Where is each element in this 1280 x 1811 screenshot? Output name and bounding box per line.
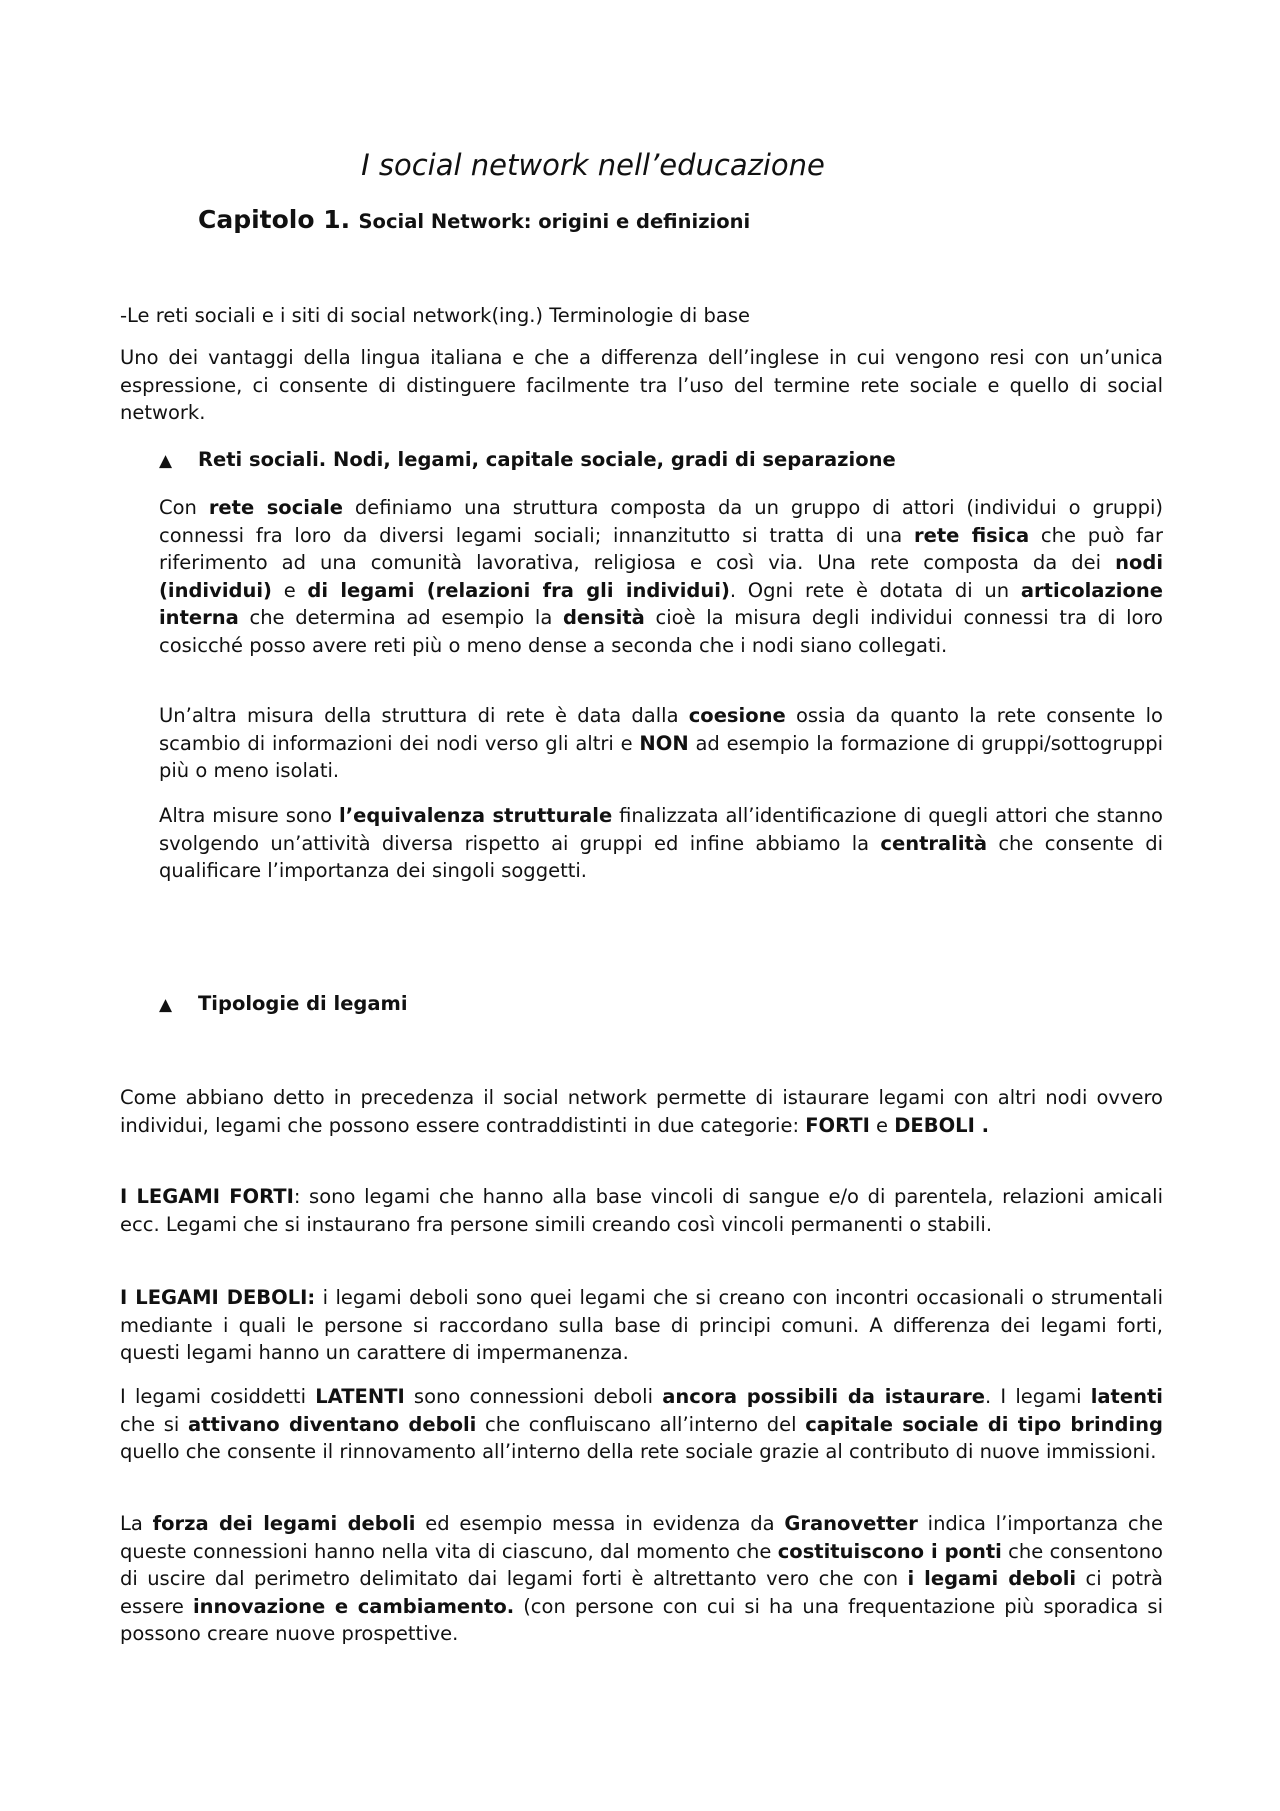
paragraph-categorie: Come abbiano detto in precedenza il social network permette di istaurare legami con altri nodi ovvero individui, legami che possono essere contraddistinti in due categorie: FORTI e DEBOLI . [120,1086,1163,1137]
paragraph-legami-latenti: I legami cosiddetti LATENTI sono connessioni deboli ancora possibili da istaurare. I legami latenti che si attivano diventano deboli che confluiscano all’interno del capitale sociale di tipo brinding quello che consente il rinnovamento all’interno della rete sociale grazie al contributo di nuove immissioni. [120,1385,1163,1463]
intro-line: -Le reti sociali e i siti di social network(ing.) Terminologie di base [120,304,750,327]
paragraph-equivalenza: Altra misure sono l’equivalenza strutturale finalizzata all’identificazione di quegli attori che stanno svolgendo un’attività diversa rispetto ai gruppi ed infine abbiamo la centralità che consente di qualificare l’importanza dei singoli soggetti. [159,804,1163,882]
section-heading-reti-sociali [159,448,896,471]
section-heading-tipologie [159,992,408,1015]
chapter-title: Social Network: origini e definizioni [358,210,751,233]
intro-paragraph: Uno dei vantaggi della lingua italiana e che a differenza dell’inglese in cui vengono resi con un’unica espressione, ci consente di distinguere facilmente tra l’uso del termine rete sociale e quello di social network. [120,346,1163,424]
chapter-label: Capitolo 1. [198,205,351,234]
paragraph-coesione: Un’altra misura della struttura di rete è data dalla coesione ossia da quanto la rete consente lo scambio di informazioni dei nodi verso gli altri e NON ad esempio la formazione di gruppi/sottogruppi più o meno isolati. [159,704,1163,782]
paragraph-rete-sociale: Con rete sociale definiamo una struttura composta da un gruppo di attori (individui o gruppi) connessi fra loro da diversi legami sociali; innanzitutto si tratta di una rete fisica che può far riferimento ad una comunità lavorativa, religiosa e così via. Una rete composta da dei nodi (individui) e di legami (relazioni fra gli individui). Ogni rete è dotata di un articolazione interna che determina ad esempio la densità cioè la misura degli individui connessi tra di loro cosicché posso avere reti più o meno dense a seconda che i nodi siano collegati. [159,496,1164,657]
triangle-bullet-icon: ▲ [159,451,173,471]
paragraph-forza-legami-deboli: La forza dei legami deboli ed esempio messa in evidenza da Granovetter indica l’importanza che queste connessioni hanno nella vita di ciascuno, dal momento che costituiscono i ponti che consentono di uscire dal perimetro delimitato dai legami forti è altrettanto vero che con i legami deboli ci potrà essere innovazione e cambiamento. (con persone con cui si ha una frequentazione più sporadica si possono creare nuove prospettive. [120,1512,1163,1645]
paragraph-legami-forti: I LEGAMI FORTI: sono legami che hanno alla base vincoli di sangue e/o di parentela, relazioni amicali ecc. Legami che si instaurano fra persone simili creando così vincoli permanenti o stabili. [120,1185,1163,1236]
chapter-heading [198,205,750,234]
triangle-bullet-icon: ▲ [159,995,173,1015]
document-title: I social network nell’educazione [361,148,825,182]
section-heading-text: Tipologie di legami [198,992,408,1015]
section-heading-text: Reti sociali. Nodi, legami, capitale sociale, gradi di separazione [198,448,896,471]
paragraph-legami-deboli: I LEGAMI DEBOLI: i legami deboli sono quei legami che si creano con incontri occasionali o strumentali mediante i quali le persone si raccordano sulla base di principi comuni. A differenza dei legami forti, questi legami hanno un carattere di impermanenza. [120,1286,1163,1364]
